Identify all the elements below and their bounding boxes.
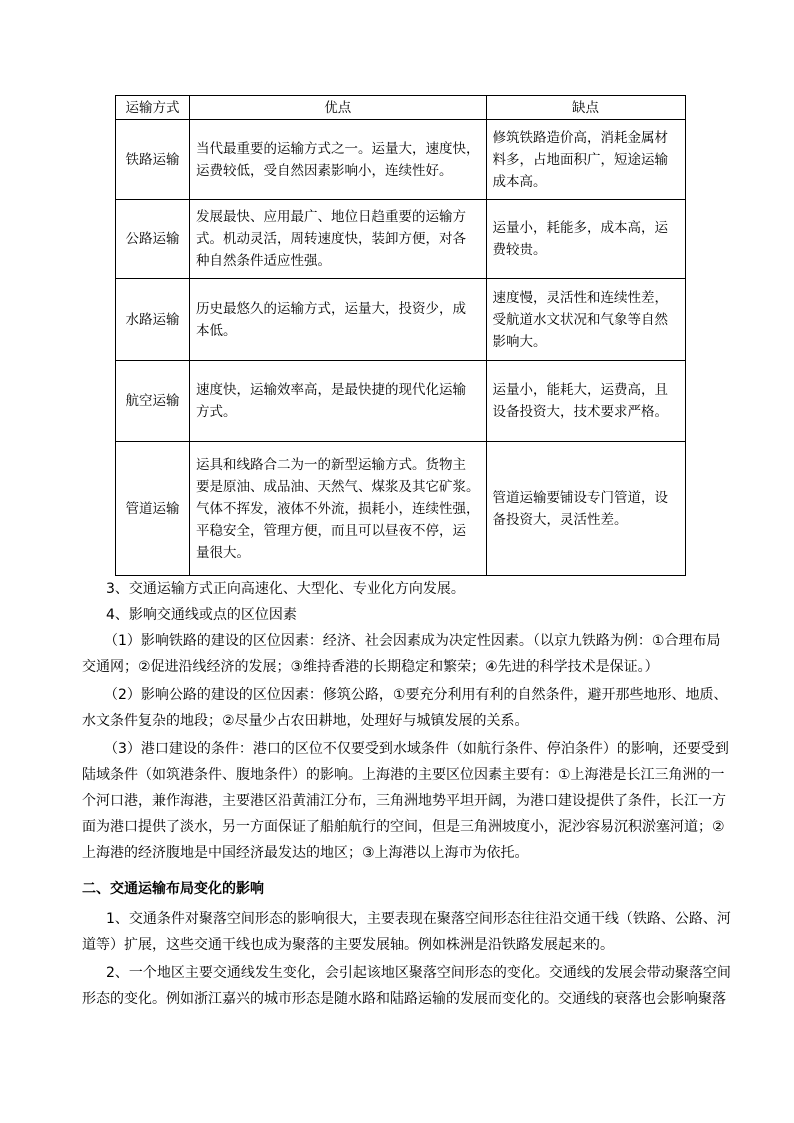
text-line: 4、影响交通线或点的区位因素 [106, 607, 297, 623]
pros-cell [190, 279, 487, 361]
text-line: 个河口港，兼作海港，主要港区沿黄浦江分布，三角洲地势平坦开阔，为港口建设提供了条件，长江一方 [82, 793, 726, 809]
pros-line: 运费较低，受自然因素影响小，连续性好。 [196, 162, 453, 179]
pros-cell [190, 120, 487, 200]
paragraph-settlement-1 [82, 906, 731, 958]
pros-line: 发展最快、应用最广、地位日趋重要的运输方 [196, 209, 466, 225]
header-mode: 运输方式 [116, 96, 190, 120]
transport-comparison-table [115, 95, 686, 576]
pros-cell [190, 442, 487, 576]
text-line: 上海港的经济腹地是中国经济最发达的地区；③上海港以上海市为依托。 [82, 845, 529, 861]
section-heading [82, 876, 722, 902]
cons-line: 费较贵。 [492, 242, 547, 258]
paragraph-port-conditions [82, 736, 729, 866]
paragraph-highway-factors [82, 682, 728, 734]
pros-line: 量很大。 [196, 544, 250, 561]
cons-cell [486, 442, 685, 576]
text-line: 陆域条件（如筑港条件、腹地条件）的影响。上海港的主要区位因素主要有：①上海港是长江三角洲的一 [82, 767, 725, 783]
cons-line: 管道运输要铺设专门管道，设 [492, 489, 668, 506]
paragraph-settlement-2 [82, 960, 731, 1012]
pros-line: 当代最重要的运输方式之一。运量大，速度快， [196, 140, 480, 157]
cons-cell [486, 120, 685, 200]
table-row [116, 120, 686, 200]
pros-line: 方式。 [196, 404, 237, 420]
text-line: 交通网；②促进沿线经济的发展；③维持香港的长期稳定和繁荣；④先进的科学技术是保证。） [82, 659, 659, 675]
text-line: 2、一个地区主要交通线发生变化，会引起该地区聚落空间形态的变化。交通线的发展会带动聚落空间 [106, 965, 731, 981]
text-line: 3、交通运输方式正向高速化、大型化、专业化方向发展。 [106, 581, 465, 597]
table-row [116, 200, 686, 279]
cons-line: 影响大。 [492, 333, 547, 350]
pros-line: 速度快，运输效率高，是最快捷的现代化运输 [196, 382, 466, 398]
cons-cell [486, 361, 685, 442]
table-header-row [116, 96, 686, 120]
text-line: 面为港口提供了淡水，另一方面保证了船舶航行的空间，但是三角洲坡度小，泥沙容易沉积淤塞河道；② [82, 819, 725, 835]
text-line: 水文条件复杂的地段；②尽量少占农田耕地，处理好与城镇发展的关系。 [82, 713, 529, 729]
pros-line: 式。机动灵活，周转速度快，装卸方便，对各 [196, 231, 466, 247]
mode-cell: 水路运输 [116, 279, 190, 361]
text-line: （1）影响铁路的建设的区位因素：经济、社会因素成为决定性因素。（以京九铁路为例：①合理布局 [104, 633, 721, 649]
text-line: 形态的变化。例如浙江嘉兴的城市形态是随水路和陆路运输的发展而变化的。交通线的衰落也会影响聚落 [82, 991, 726, 1007]
pros-line: 平稳安全，管理方便，而且可以昼夜不停，运 [196, 522, 466, 539]
cons-line: 备投资大，灵活性差。 [492, 511, 628, 528]
cons-line: 运量小，耗能多，成本高，运 [492, 220, 668, 236]
cons-cell [486, 279, 685, 361]
cons-line: 成本高。 [492, 173, 547, 190]
mode-cell: 航空运输 [116, 361, 190, 442]
text-line: 道等）扩展，这些交通干线也成为聚落的主要发展轴。例如株洲是沿铁路发展起来的。 [82, 937, 614, 953]
pros-line: 历史最悠久的运输方式，运量大，投资少，成 [196, 300, 466, 317]
cons-line: 料多，占地面积广，短途运输 [492, 151, 668, 168]
pros-cell [190, 361, 487, 442]
cons-cell [486, 200, 685, 279]
cons-line: 速度慢，灵活性和连续性差， [492, 289, 668, 306]
pros-line: 种自然条件适应性强。 [196, 253, 331, 269]
text-line: （2）影响公路的建设的区位因素：修筑公路，①要充分利用有利的自然条件，避开那些地形、地质、 [104, 687, 728, 703]
section-title: 二、交通运输布局变化的影响 [82, 881, 264, 897]
mode-cell: 公路运输 [116, 200, 190, 279]
mode-cell: 管道运输 [116, 442, 190, 576]
pros-line: 气体不挥发，液体不外流，损耗小，连续性强， [196, 500, 480, 517]
table-row [116, 279, 686, 361]
paragraph-4 [82, 602, 722, 628]
pros-line: 运具和线路合二为一的新型运输方式。货物主 [196, 456, 466, 473]
table-row [116, 361, 686, 442]
header-pros: 优点 [190, 96, 487, 120]
paragraph-railway-factors [82, 628, 722, 680]
cons-line: 受航道水文状况和气象等自然 [492, 311, 668, 328]
mode-cell: 铁路运输 [116, 120, 190, 200]
pros-cell [190, 200, 487, 279]
text-line: 1、交通条件对聚落空间形态的影响很大，主要表现在聚落空间形态往往沿交通干线（铁路、公路、河 [106, 911, 731, 927]
paragraph-3 [82, 576, 722, 602]
pros-line: 要是原油、成品油、天然气、煤浆及其它矿浆。 [196, 478, 480, 495]
cons-line: 修筑铁路造价高，消耗金属材 [492, 129, 668, 146]
cons-line: 设备投资大，技术要求严格。 [492, 404, 668, 420]
pros-line: 本低。 [196, 322, 237, 339]
table-row [116, 442, 686, 576]
header-cons: 缺点 [486, 96, 685, 120]
text-line: （3）港口建设的条件：港口的区位不仅要受到水域条件（如航行条件、停泊条件）的影响，还要受到 [104, 741, 729, 757]
cons-line: 运量小，能耗大，运费高，且 [492, 382, 668, 398]
